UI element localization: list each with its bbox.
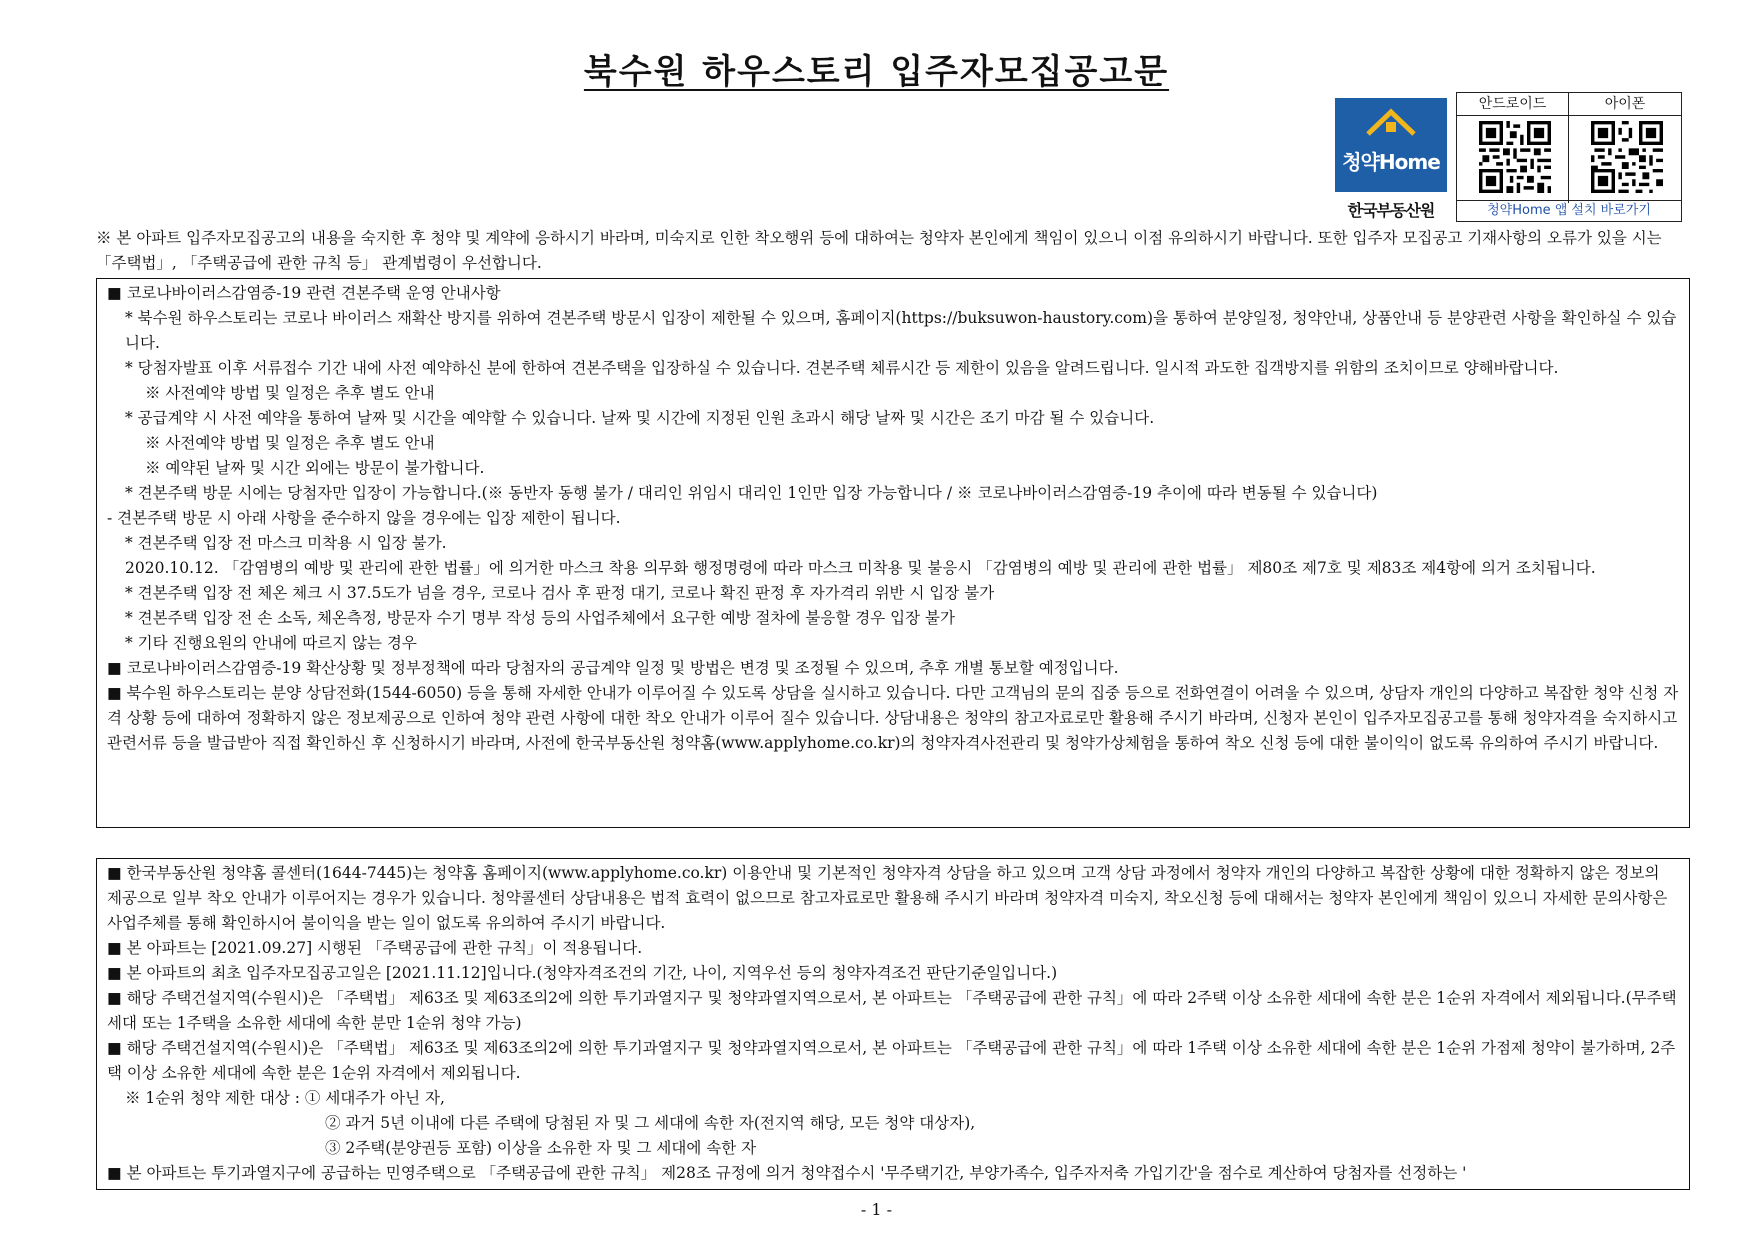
notice-item: ■ 본 아파트는 [2021.09.27] 시행된 「주택공급에 관한 규칙」이 적용됩니다. — [107, 939, 643, 957]
qr-code-icon — [1591, 121, 1663, 193]
notice-subitem: ※ 사전예약 방법 및 일정은 추후 별도 안내 — [145, 384, 435, 402]
notice-item: * 견본주택 입장 전 손 소독, 체온측정, 방문자 수기 명부 작성 등의 사업주체에서 요구한 예방 절차에 불응할 경우 입장 불가 — [125, 609, 955, 627]
logo-org: 한국부동산원 — [1347, 201, 1435, 220]
general-notice-box — [96, 858, 1690, 1190]
notice-item: ■ 북수원 하우스토리는 분양 상담전화(1544-6050) 등을 통해 자세한 안내가 이루어질 수 있도록 상담을 실시하고 있습니다. 다만 고객님의 문의 집중 등으로 전화연결이 어려울 수 있으며, 상담자 개인의 다양하고 복잡한 청약 신청 자격 상황 등에 대하여 정확하지 않은 정보제공으로 인하여 청약 관련 사항에 대한 착오 안내가 이루어 질수 있습니다. 상담내용은 청약의 참고자료로만 활용해 주시기 바라며, 신청자 본인이 입주자모집공고를 통해 청약자격을 숙지하시고 관련서류 등을 발급받아 직접 확인하신 후 신청하시기 바라며, 사전에 한국부동산원 청약홈(www.applyhome.co.kr)의 청약자격사전관리 및 청약가상체험을 통하여 착오 신청 등에 대한 불이익이 없도록 유의하여 주시기 바랍니다. — [107, 684, 1679, 752]
notice-item: ■ 코로나바이러스감염증-19 확산상황 및 정부정책에 따라 당첨자의 공급계약 일정 및 방법은 변경 및 조정될 수 있으며, 추후 개별 통보할 예정입니다. — [107, 659, 1119, 677]
notice-heading: ■ 코로나바이러스감염증-19 관련 견본주택 운영 안내사항 — [107, 284, 501, 302]
qr-code-icon — [1479, 121, 1551, 193]
notice-subitem: ※ 1순위 청약 제한 대상 : ① 세대주가 아닌 자, — [125, 1089, 445, 1107]
notice-subitem: ※ 예약된 날짜 및 시간 외에는 방문이 불가합니다. — [145, 459, 485, 477]
notice-item: ■ 해당 주택건설지역(수원시)은 「주택법」 제63조 및 제63조의2에 의한 투기과열지구 및 청약과열지역으로서, 본 아파트는 「주택공급에 관한 규칙」에 따라 1주택 이상 소유한 세대에 속한 분은 1순위 가점제 청약이 불가하며, 2주택 이상 소유한 세대에 속한 분은 1순위 자격에서 제외됩니다. — [107, 1039, 1676, 1082]
notice-item: * 견본주택 방문 시에는 당첨자만 입장이 가능합니다.(※ 동반자 동행 불가 / 대리인 위임시 대리인 1인만 입장 가능합니다 / ※ 코로나바이러스감염증-19 추이에 따라 변동될 수 있습니다) — [125, 484, 1378, 502]
qr-iphone[interactable] — [1569, 93, 1681, 203]
qr-android[interactable] — [1457, 93, 1569, 203]
notice-item: ■ 본 아파트는 투기과열지구에 공급하는 민영주택으로 「주택공급에 관한 규칙」 제28조 규정에 의거 청약접수시 '무주택기간, 부양가족수, 입주자저축 가입기간'을 점수로 계산하여 당첨자를 선정하는 ' — [107, 1164, 1467, 1182]
notice-item: - 견본주택 방문 시 아래 사항을 준수하지 않을 경우에는 입장 제한이 됩니다. — [107, 509, 621, 527]
notice-subitem: ③ 2주택(분양권등 포함) 이상을 소유한 자 및 그 세대에 속한 자 — [325, 1139, 757, 1157]
notice-subitem: 2020.10.12. 「감염병의 예방 및 관리에 관한 법률」에 의거한 마스크 착용 의무화 행정명령에 따라 마스크 미착용 및 불응시 「감염병의 예방 및 관리에 관한 법률」 제80조 제7호 및 제83조 제4항에 의거 조치됩니다. — [125, 559, 1596, 577]
logo-brand: 청약Home — [1342, 150, 1440, 174]
app-qr-table — [1456, 92, 1682, 222]
house-roof-icon — [1365, 108, 1417, 136]
qr-android-label: 안드로이드 — [1457, 93, 1568, 116]
notice-subitem: ② 과거 5년 이내에 다른 주택에 당첨된 자 및 그 세대에 속한 자(전지역 해당, 모든 청약 대상자), — [325, 1114, 976, 1132]
notice-item: * 견본주택 입장 전 체온 체크 시 37.5도가 넘을 경우, 코로나 검사 후 판정 대기, 코로나 확진 판정 후 자가격리 위반 시 입장 불가 — [125, 584, 995, 602]
covid-notice-box — [96, 278, 1690, 828]
applyhome-logo[interactable] — [1335, 98, 1447, 222]
page-title: 북수원 하우스토리 입주자모집공고문 — [583, 52, 1170, 92]
notice-item: * 북수원 하우스토리는 코로나 바이러스 재확산 방지를 위하여 견본주택 방문시 입장이 제한될 수 있으며, 홈페이지(https://buksuwon-haustory.com)을 통하여 분양일정, 청약안내, 상품안내 등 분양관련 사항을 확인하실 수 있습니다. — [125, 309, 1677, 352]
notice-item: ■ 해당 주택건설지역(수원시)은 「주택법」 제63조 및 제63조의2에 의한 투기과열지구 및 청약과열지역으로서, 본 아파트는 「주택공급에 관한 규칙」에 따라 2주택 이상 소유한 세대에 속한 분은 1순위 자격에서 제외됩니다.(무주택 세대 또는 1주택을 소유한 세대에 속한 분만 1순위 청약 가능) — [107, 989, 1677, 1032]
notice-item: * 견본주택 입장 전 마스크 미착용 시 입장 불가. — [125, 534, 447, 552]
notice-item: ■ 본 아파트의 최초 입주자모집공고일은 [2021.11.12]입니다.(청약자격조건의 기간, 나이, 지역우선 등의 청약자격조건 판단기준일입니다.) — [107, 964, 1058, 982]
page-number: - 1 - — [860, 1200, 893, 1219]
notice-item: * 당첨자발표 이후 서류접수 기간 내에 사전 예약하신 분에 한하여 견본주택을 입장하실 수 있습니다. 견본주택 체류시간 등 제한이 있음을 알려드립니다. 일시적 과도한 집객방지를 위함의 조치이므로 양해바랍니다. — [125, 359, 1559, 377]
notice-subitem: ※ 사전예약 방법 및 일정은 추후 별도 안내 — [145, 434, 435, 452]
qr-iphone-label: 아이폰 — [1569, 93, 1681, 116]
notice-item: * 공급계약 시 사전 예약을 통하여 날짜 및 시간을 예약할 수 있습니다. 날짜 및 시간에 지정된 인원 초과시 해당 날짜 및 시간은 조기 마감 될 수 있습니다. — [125, 409, 1155, 427]
notice-item: * 기타 진행요원의 안내에 따르지 않는 경우 — [125, 634, 417, 652]
notice-item: ■ 한국부동산원 청약홈 콜센터(1644-7445)는 청약홈 홈페이지(www.applyhome.co.kr) 이용안내 및 기본적인 청약자격 상담을 하고 있으며 고객 상담 과정에서 청약자 개인의 다양하고 복잡한 상황에 대한 정확하지 않은 정보의 제공으로 일부 착오 안내가 이루어지는 경우가 있습니다. 청약콜센터 상담내용은 법적 효력이 없으므로 참고자료로만 활용해 주시기 바라며 청약자격 미숙지, 착오신청 등에 대해서는 청약자 본인에게 책임이 있으니 자세한 문의사항은 사업주체를 통해 확인하시어 불이익을 받는 일이 없도록 유의하여 주시기 바랍니다. — [107, 864, 1668, 932]
app-install-link[interactable]: 청약Home 앱 설치 바로가기 — [1457, 200, 1681, 221]
intro-notice: ※ 본 아파트 입주자모집공고의 내용을 숙지한 후 청약 및 계약에 응하시기 바라며, 미숙지로 인한 착오행위 등에 대하여는 청약자 본인에게 책임이 있으니 이점 유의하시기 바랍니다. 또한 입주자 모집공고 기재사항의 오류가 있을 시는 「주택법」, 「주택공급에 관한 규칙 등」 관계법령이 우선합니다. — [96, 229, 1662, 272]
logo-badge — [1335, 98, 1447, 192]
